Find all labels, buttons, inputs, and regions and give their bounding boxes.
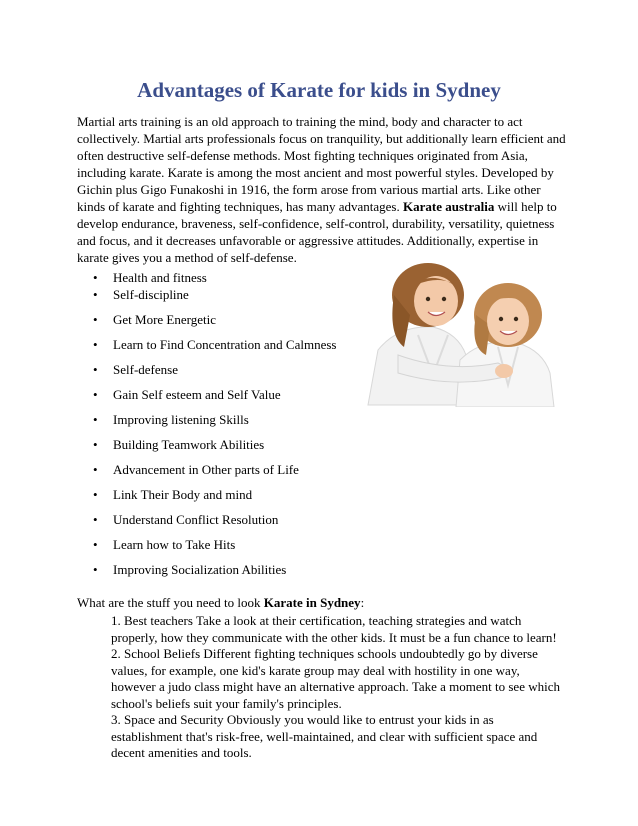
list-item: • Learn to Find Concentration and Calmness (93, 337, 336, 353)
list-item: • Health and fitness (93, 270, 207, 286)
intro-text-continued: will help to develop endurance, braveness, self-confidence, self-control, durability, versatility, quietness and focus, and it decreases unfavorable or aggressive attitudes. Additionally, expertise in karate gives you a method of self-defense. (77, 199, 557, 265)
point-best-teachers: 1. Best teachers Take a look at their certification, teaching strategies and watch properly, how they communicate with the other kids. It must be a fun chance to learn! (111, 613, 557, 645)
stuff-colon: : (360, 595, 365, 610)
list-item: • Learn how to Take Hits (93, 537, 235, 553)
list-item: • Advancement in Other parts of Life (93, 462, 299, 478)
list-item: • Link Their Body and mind (93, 487, 252, 503)
intro-paragraph (77, 113, 567, 266)
page-title: Advantages of Karate for kids in Sydney (137, 78, 501, 102)
list-item: • Understand Conflict Resolution (93, 512, 278, 528)
list-item: • Self-discipline (93, 287, 189, 303)
intro-text: Martial arts training is an old approach to training the mind, body and character to act collectively. Martial arts professionals focus on tranquility, but additionally learn efficient and often destructive self-defense methods. Most fighting techniques originated from Asia, including karate. Karate is among the most ancient and most powerful styles. Developed by Gichin plus Gigo Funakoshi in 1916, the form arose from various martial arts. Like other kinds of karate and fighting techniques, has many advantages. (77, 114, 566, 214)
point-school-beliefs: 2. School Beliefs Different fighting techniques schools undoubtedly go by diverse values, for example, one kid's karate group may deal with hostility in one way, however a judo class might have an alternative approach. Take a moment to see which school's beliefs suit your family's principles. (111, 646, 560, 711)
stuff-heading (77, 595, 364, 611)
list-item: • Gain Self esteem and Self Value (93, 387, 281, 403)
numbered-points (111, 613, 563, 762)
list-item: • Improving Socialization Abilities (93, 562, 286, 578)
list-item: • Building Teamwork Abilities (93, 437, 264, 453)
karate-australia-link[interactable]: Karate australia (403, 199, 495, 214)
kids-karate-photo (358, 255, 562, 407)
list-item: • Self-defense (93, 362, 178, 378)
list-item: • Get More Energetic (93, 312, 216, 328)
list-item: • Improving listening Skills (93, 412, 249, 428)
stuff-text: What are the stuff you need to look (77, 595, 261, 610)
karate-sydney-link[interactable]: Karate in Sydney (263, 595, 361, 610)
point-space-security: 3. Space and Security Obviously you would like to entrust your kids in as establishment that's risk-free, well-maintained, and clear with sufficient space and decent amenities and tools. (111, 712, 538, 760)
